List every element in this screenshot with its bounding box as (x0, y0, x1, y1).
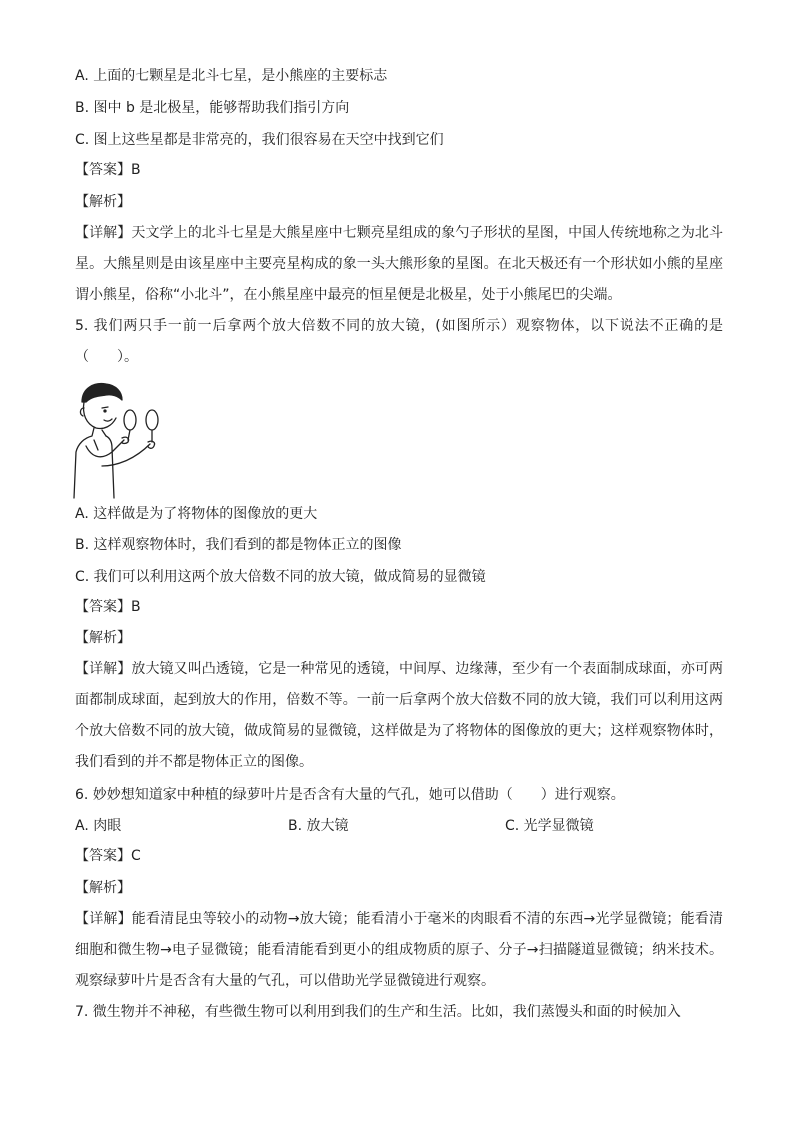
q6-option-b: B. 放大镜 (288, 818, 349, 834)
q4-detail: 【详解】天文学上的北斗七星是大熊星座中七颗亮星组成的象勺子形状的星图，中国人传统地称之为北斗星。大熊星则是由该星座中主要亮星构成的象一头大熊形象的星图。在北天极还有一个形状如小熊的星座谓小熊星，俗称“小北斗”，在小熊星座中最亮的恒星便是北极星，处于小熊尾巴的尖端。 (75, 225, 723, 303)
boy-with-magnifiers-illustration (72, 380, 180, 500)
q6-answer: 【答案】C (75, 848, 141, 864)
q4-option-c: C. 图上这些星都是非常亮的，我们很容易在天空中找到它们 (75, 132, 444, 148)
q5-option-b: B. 这样观察物体时，我们看到的都是物体正立的图像 (75, 537, 402, 553)
q6-option-c: C. 光学显微镜 (505, 818, 594, 834)
q6-detail: 【详解】能看清昆虫等较小的动物→放大镜；能看清小于毫米的肉眼看不清的东西→光学显微镜；能看清细胞和微生物→电子显微镜；能看清能看到更小的组成物质的原子、分子→扫描隧道显微镜；纳米技术。观察绿萝叶片是否含有大量的气孔，可以借助光学显微镜进行观察。 (75, 911, 723, 989)
q5-detail: 【详解】放大镜又叫凸透镜，它是一种常见的透镜，中间厚、边缘薄，至少有一个表面制成球面，亦可两面都制成球面，起到放大的作用，倍数不等。一前一后拿两个放大倍数不同的放大镜，我们可以利用这两个放大倍数不同的放大镜，做成简易的显微镜，这样做是为了将物体的图像放的更大；这样观察物体时，我们看到的并不都是物体正立的图像。 (75, 661, 723, 770)
q6-stem: 6. 妙妙想知道家中种植的绿萝叶片是否含有大量的气孔，她可以借助（ ）进行观察。 (75, 787, 625, 803)
q5-stem: 5. 我们两只手一前一后拿两个放大倍数不同的放大镜，(如图所示）观察物体，以下说法不正确的是（ ）。 (75, 318, 723, 365)
q6-option-a: A. 肉眼 (75, 818, 122, 834)
q5-analysis-label: 【解析】 (75, 630, 131, 646)
q5-option-c: C. 我们可以利用这两个放大倍数不同的放大镜，做成简易的显微镜 (75, 569, 486, 585)
q5-answer: 【答案】B (75, 599, 141, 615)
q7-stem: 7. 微生物并不神秘，有些微生物可以利用到我们的生产和生活。比如，我们蒸馒头和面的时候加入 (75, 1004, 681, 1020)
q4-analysis-label: 【解析】 (75, 194, 131, 210)
q6-analysis-label: 【解析】 (75, 880, 131, 896)
q4-option-a: A. 上面的七颗星是北斗七星，是小熊座的主要标志 (75, 68, 388, 84)
q4-option-b: B. 图中 b 是北极星，能够帮助我们指引方向 (75, 100, 350, 116)
q4-answer: 【答案】B (75, 162, 141, 178)
q5-option-a: A. 这样做是为了将物体的图像放的更大 (75, 506, 318, 522)
